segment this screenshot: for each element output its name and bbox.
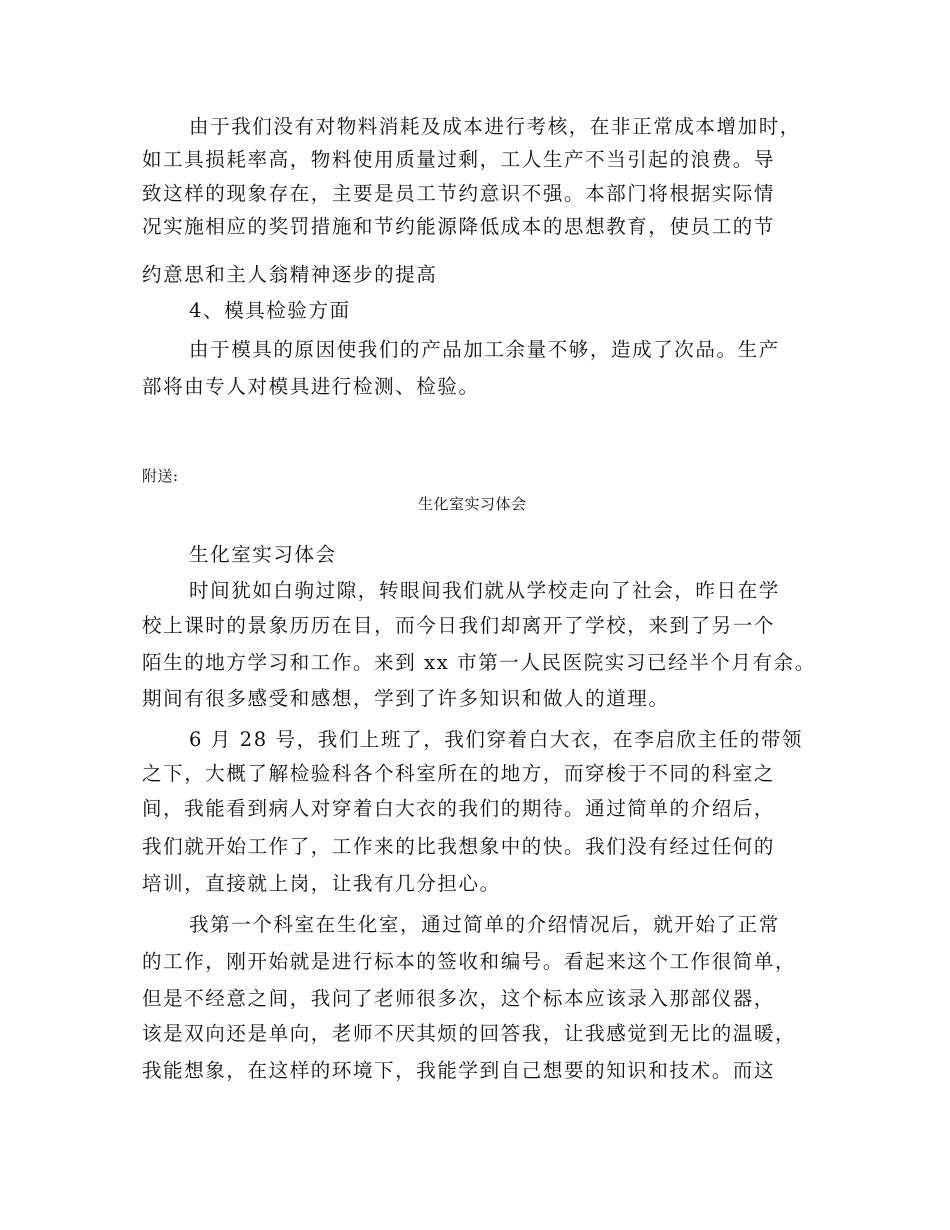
paragraph-line: 由于模具的原因使我们的产品加工余量不够，造成了次品。生产	[189, 338, 780, 361]
paragraph-line: 间，我能看到病人对穿着白大衣的我们的期待。通过简单的介绍后，	[142, 797, 776, 820]
paragraph-line: 况实施相应的奖罚措施和节约能源降低成本的思想教育，使员工的节	[142, 215, 776, 238]
paragraph-line: 之下，大概了解检验科各个科室所在的地方，而穿梭于不同的科室之	[142, 762, 776, 785]
paragraph-line: 该是双向还是单向，老师不厌其烦的回答我，让我感觉到无比的温暖，	[142, 1022, 797, 1045]
paragraph-line: 部将由专人对模具进行检测、检验。	[142, 375, 480, 398]
paragraph-line: 我第一个科室在生化室，通过简单的介绍情况后，就开始了正常	[189, 913, 780, 936]
paragraph-line: 时间犹如白驹过隙，转眼间我们就从学校走向了社会，昨日在学	[189, 579, 780, 602]
section-heading: 4、模具检验方面	[189, 299, 351, 322]
appendix-label: 附送:	[142, 467, 179, 485]
paragraph-line: 的工作，刚开始就是进行标本的签收和编号。看起来这个工作很简单，	[142, 950, 797, 973]
paragraph-line: 我们就开始工作了，工作来的比我想象中的快。我们没有经过任何的	[142, 835, 776, 858]
article-subtitle: 生化室实习体会	[189, 543, 337, 566]
paragraph-line: 如工具损耗率高，物料使用质量过剩，工人生产不当引起的浪费。导	[142, 148, 776, 171]
paragraph-line: 陌生的地方学习和工作。来到 xx 市第一人民医院实习已经半个月有余。	[142, 651, 816, 674]
paragraph-line: 我能想象，在这样的环境下，我能学到自己想要的知识和技术。而这	[142, 1059, 776, 1082]
paragraph-line: 致这样的现象存在，主要是员工节约意识不强。本部门将根据实际情	[142, 182, 776, 205]
paragraph-line: 培训，直接就上岗，让我有几分担心。	[142, 872, 501, 895]
paragraph-line: 期间有很多感受和感想，学到了许多知识和做人的道理。	[142, 687, 670, 710]
paragraph-line: 6 月 28 号，我们上班了，我们穿着白大衣，在李启欣主任的带领	[189, 728, 804, 751]
paragraph-line: 约意思和主人翁精神逐步的提高	[142, 263, 438, 286]
paragraph-line: 但是不经意之间，我问了老师很多次，这个标本应该录入那部仪器，	[142, 987, 776, 1010]
paragraph-line: 由于我们没有对物料消耗及成本进行考核，在非正常成本增加时，	[189, 115, 801, 138]
appendix-title: 生化室实习体会	[418, 495, 527, 513]
paragraph-line: 校上课时的景象历历在目，而今日我们却离开了学校，来到了另一个	[142, 614, 776, 637]
